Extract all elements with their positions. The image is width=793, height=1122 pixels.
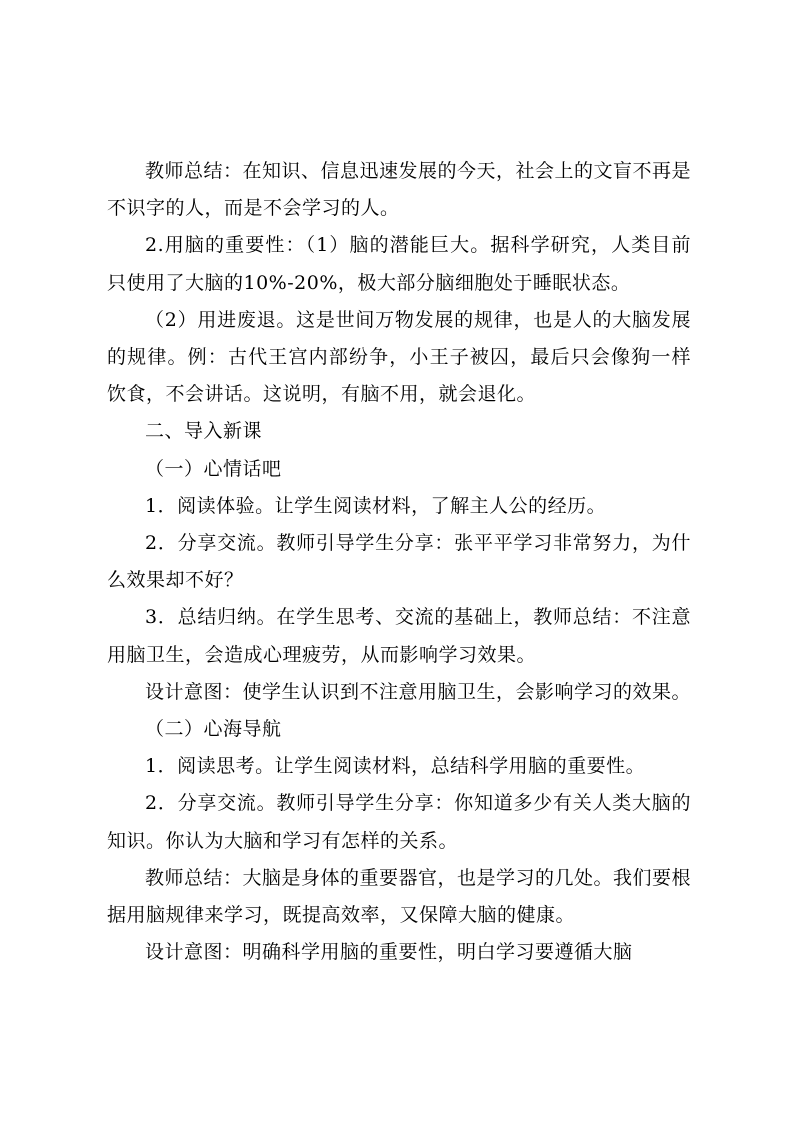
paragraph: 设计意图：明确科学用脑的重要性，明白学习要遵循大脑 [145,941,633,964]
subsection-heading: （二）心海导航 [145,718,282,741]
paragraph: 1．阅读体验。让学生阅读材料，了解主人公的经历。 [145,494,607,517]
paragraph: 教师总结：在知识、信息迅速发展的今天，社会上的文盲不再是不识字的人，而是不会学习的人。 [107,160,692,220]
paragraph: 设计意图：使学生认识到不注意用脑卫生，会影响学习的效果。 [145,680,692,703]
paragraph: （2）用进废退。这是世间万物发展的规律，也是人的大脑发展的规律。例：古代王宫内部纷争，小王子被囚，最后只会像狗一样饮食，不会讲话。这说明，有脑不用，就会退化。 [107,308,691,406]
paragraph: 2．分享交流。教师引导学生分享：你知道多少有关人类大脑的知识。你认为大脑和学习有怎样的关系。 [107,792,691,852]
paragraph: 教师总结：大脑是身体的重要器官，也是学习的几处。我们要根据用脑规律来学习，既提高效率，又保障大脑的健康。 [107,866,692,927]
subsection-heading: （一）心情话吧 [145,457,282,480]
document-body [107,153,691,971]
paragraph: 2．分享交流。教师引导学生分享：张平平学习非常努力，为什么效果却不好？ [107,532,691,592]
paragraph: 1．阅读思考。让学生阅读材料，总结科学用脑的重要性。 [145,755,646,778]
paragraph: 2.用脑的重要性：（1）脑的潜能巨大。据科学研究，人类目前只使用了大脑的10%-20%，极大部分脑细胞处于睡眠状态。 [107,234,691,294]
section-heading: 二、导入新课 [145,420,263,443]
paragraph: 3．总结归纳。在学生思考、交流的基础上，教师总结：不注意用脑卫生，会造成心理疲劳，从而影响学习效果。 [107,606,691,666]
